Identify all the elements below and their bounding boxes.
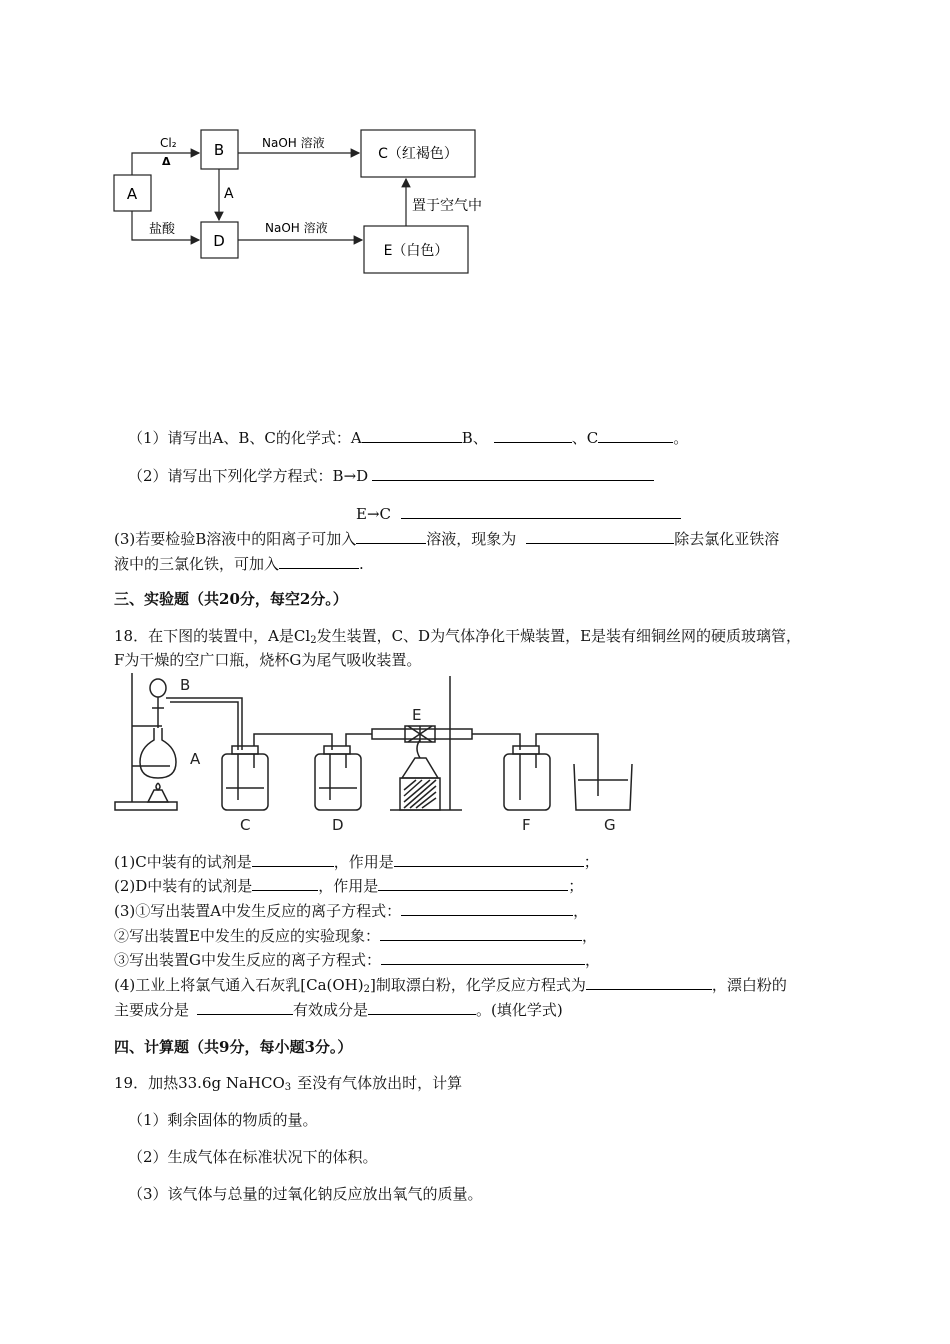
label-air: 置于空气中 — [412, 198, 482, 214]
bottle-d — [315, 754, 361, 810]
q17-part3 — [114, 527, 779, 549]
q17-p1-b: B、 — [461, 429, 488, 447]
q19-intro — [114, 1073, 462, 1093]
q19-p2: （2）生成气体在标准状况下的体积。 — [128, 1148, 378, 1166]
q18-s1-a: (1)C中装有的试剂是 — [114, 853, 252, 871]
label-delta: Δ — [162, 155, 171, 168]
q18-s4-a: (4)工业上将氯气通入石灰乳[Ca(OH) — [114, 976, 364, 994]
blank-d-purpose[interactable] — [378, 874, 568, 891]
beaker-g — [574, 764, 632, 810]
section4-title: 四、计算题（共9分，每小题3分。） — [114, 1038, 353, 1056]
label-app-c: C — [240, 816, 251, 834]
q18-s2-end: ； — [568, 877, 584, 895]
q18-s4 — [114, 973, 787, 995]
label-naoh-bottom: NaOH 溶液 — [265, 221, 328, 235]
q18-s4-b: ]制取漂白粉，化学反应方程式为 — [369, 976, 586, 994]
q17-p2: （2）请写出下列化学方程式：B→D — [128, 467, 369, 485]
label-cl2: Cl₂ — [160, 136, 177, 150]
label-a-arrow: A — [224, 186, 234, 202]
funnel-b — [150, 679, 166, 697]
q17-part2 — [128, 464, 654, 486]
q17-p3-end: . — [359, 555, 364, 573]
blank-effective-component[interactable] — [368, 998, 476, 1015]
blank-c-reagent[interactable] — [252, 850, 334, 867]
blank-e-phenomenon[interactable] — [380, 924, 582, 941]
tube-e — [372, 729, 472, 739]
q18-s3-1 — [114, 899, 588, 921]
flow-diagram — [100, 118, 520, 283]
blank-g-ionic[interactable] — [381, 948, 585, 965]
stand-base-a — [115, 802, 177, 810]
blank-a-ionic[interactable] — [401, 899, 573, 916]
section3-title: 三、实验题（共20分，每空2分。） — [114, 590, 348, 608]
q18-s4-c: ，漂白粉的 — [711, 976, 787, 994]
blank-b[interactable] — [494, 426, 572, 443]
label-app-f: F — [522, 816, 531, 834]
q18-s3-1-text: (3)①写出装置A中发生反应的离子方程式： — [114, 902, 402, 920]
q18-s2 — [114, 874, 583, 896]
q19-p1: （1）剩余固体的物质的量。 — [128, 1111, 318, 1129]
q18-s2-b: ，作用是 — [318, 877, 379, 895]
blank-d-reagent[interactable] — [252, 874, 318, 891]
blank-c-purpose[interactable] — [394, 850, 584, 867]
label-naoh-top: NaOH 溶液 — [262, 136, 325, 150]
q17-p3-b: 溶液，现象为 — [426, 530, 517, 548]
blank-remove[interactable] — [279, 552, 359, 569]
box-a-label: A — [126, 185, 138, 203]
box-b-label: B — [213, 141, 225, 159]
burner — [148, 790, 168, 802]
q19-intro-a: 19．加热33.6g NaHCO — [114, 1074, 285, 1092]
q18-s3-2-text: ②写出装置E中发生的反应的实验现象： — [114, 927, 380, 945]
q18-intro-1 — [114, 626, 801, 646]
q17-p3-d: 液中的三氯化铁，可加入 — [114, 555, 280, 573]
flask-a — [140, 728, 176, 778]
blank-bleach-equation[interactable] — [586, 973, 712, 990]
label-app-d: D — [332, 816, 344, 834]
q17-p3-a: (3)若要检验B溶液中的阳离子可加入 — [114, 530, 357, 548]
bottle-c — [222, 754, 268, 810]
q17-part1 — [128, 426, 688, 448]
q18-s4-sub: 2 — [363, 984, 370, 995]
q18-s4-f: 。(填化学式) — [476, 1001, 563, 1019]
box-e-label: E（白色） — [383, 243, 449, 259]
label-app-e: E — [412, 706, 422, 724]
label-app-b: B — [180, 676, 191, 694]
blank-a[interactable] — [362, 426, 462, 443]
label-app-g: G — [604, 816, 616, 834]
q17-part2-e — [356, 502, 681, 524]
box-c-label: C（红褐色） — [378, 146, 458, 162]
blank-b-to-d[interactable] — [372, 464, 654, 481]
q18-s3-2 — [114, 924, 597, 946]
blank-main-component[interactable] — [197, 998, 293, 1015]
q18-s4-e: 有效成分是 — [293, 1001, 369, 1019]
q18-s3-2-comma: ， — [581, 927, 597, 945]
q18-intro-1b: 2 — [310, 635, 317, 646]
q17-p1-a: （1）请写出A、B、C的化学式：A — [128, 429, 362, 447]
q19-intro-sub: 3 — [284, 1082, 292, 1093]
q17-part3-cont — [114, 552, 364, 574]
q18-intro-1a: 18．在下图的装置中，A是Cl — [114, 627, 311, 645]
q17-p1-end: 。 — [673, 429, 689, 447]
q19-intro-b: 至没有气体放出时，计算 — [297, 1074, 463, 1092]
q18-s3-1-comma: ， — [573, 902, 589, 920]
q17-p3-c: 除去氯化亚铁溶 — [674, 530, 780, 548]
q17-p2-e: E→C — [356, 505, 391, 523]
blank-reagent[interactable] — [356, 527, 426, 544]
q18-s3-3 — [114, 948, 600, 970]
blank-e-to-c[interactable] — [401, 502, 681, 519]
box-d-label: D — [213, 232, 225, 250]
q18-s4-cont — [114, 998, 563, 1020]
q18-intro-2: F为干燥的空广口瓶，烧杯G为尾气吸收装置。 — [114, 651, 422, 669]
label-app-a: A — [190, 750, 201, 768]
lamp-e — [402, 758, 438, 778]
bottle-f — [504, 754, 550, 810]
q18-s2-a: (2)D中装有的试剂是 — [114, 877, 253, 895]
apparatus-diagram — [110, 668, 640, 838]
q18-s1 — [114, 850, 599, 872]
q19-p3: （3）该气体与总量的过氧化钠反应放出氧气的质量。 — [128, 1185, 483, 1203]
q18-s4-d: 主要成分是 — [114, 1001, 190, 1019]
q18-s3-3-text: ③写出装置G中发生反应的离子方程式： — [114, 951, 381, 969]
label-hcl: 盐酸 — [149, 222, 176, 237]
blank-phenomenon[interactable] — [526, 527, 674, 544]
q18-s1-b: ，作用是 — [333, 853, 394, 871]
q18-s1-end: ； — [583, 853, 599, 871]
q18-intro-1c: 发生装置，C、D为气体净化干燥装置，E是装有细铜丝网的硬质玻璃管， — [316, 627, 802, 645]
q17-p1-c: 、C — [571, 429, 599, 447]
q18-s3-3-comma: ， — [584, 951, 600, 969]
blank-c[interactable] — [598, 426, 673, 443]
